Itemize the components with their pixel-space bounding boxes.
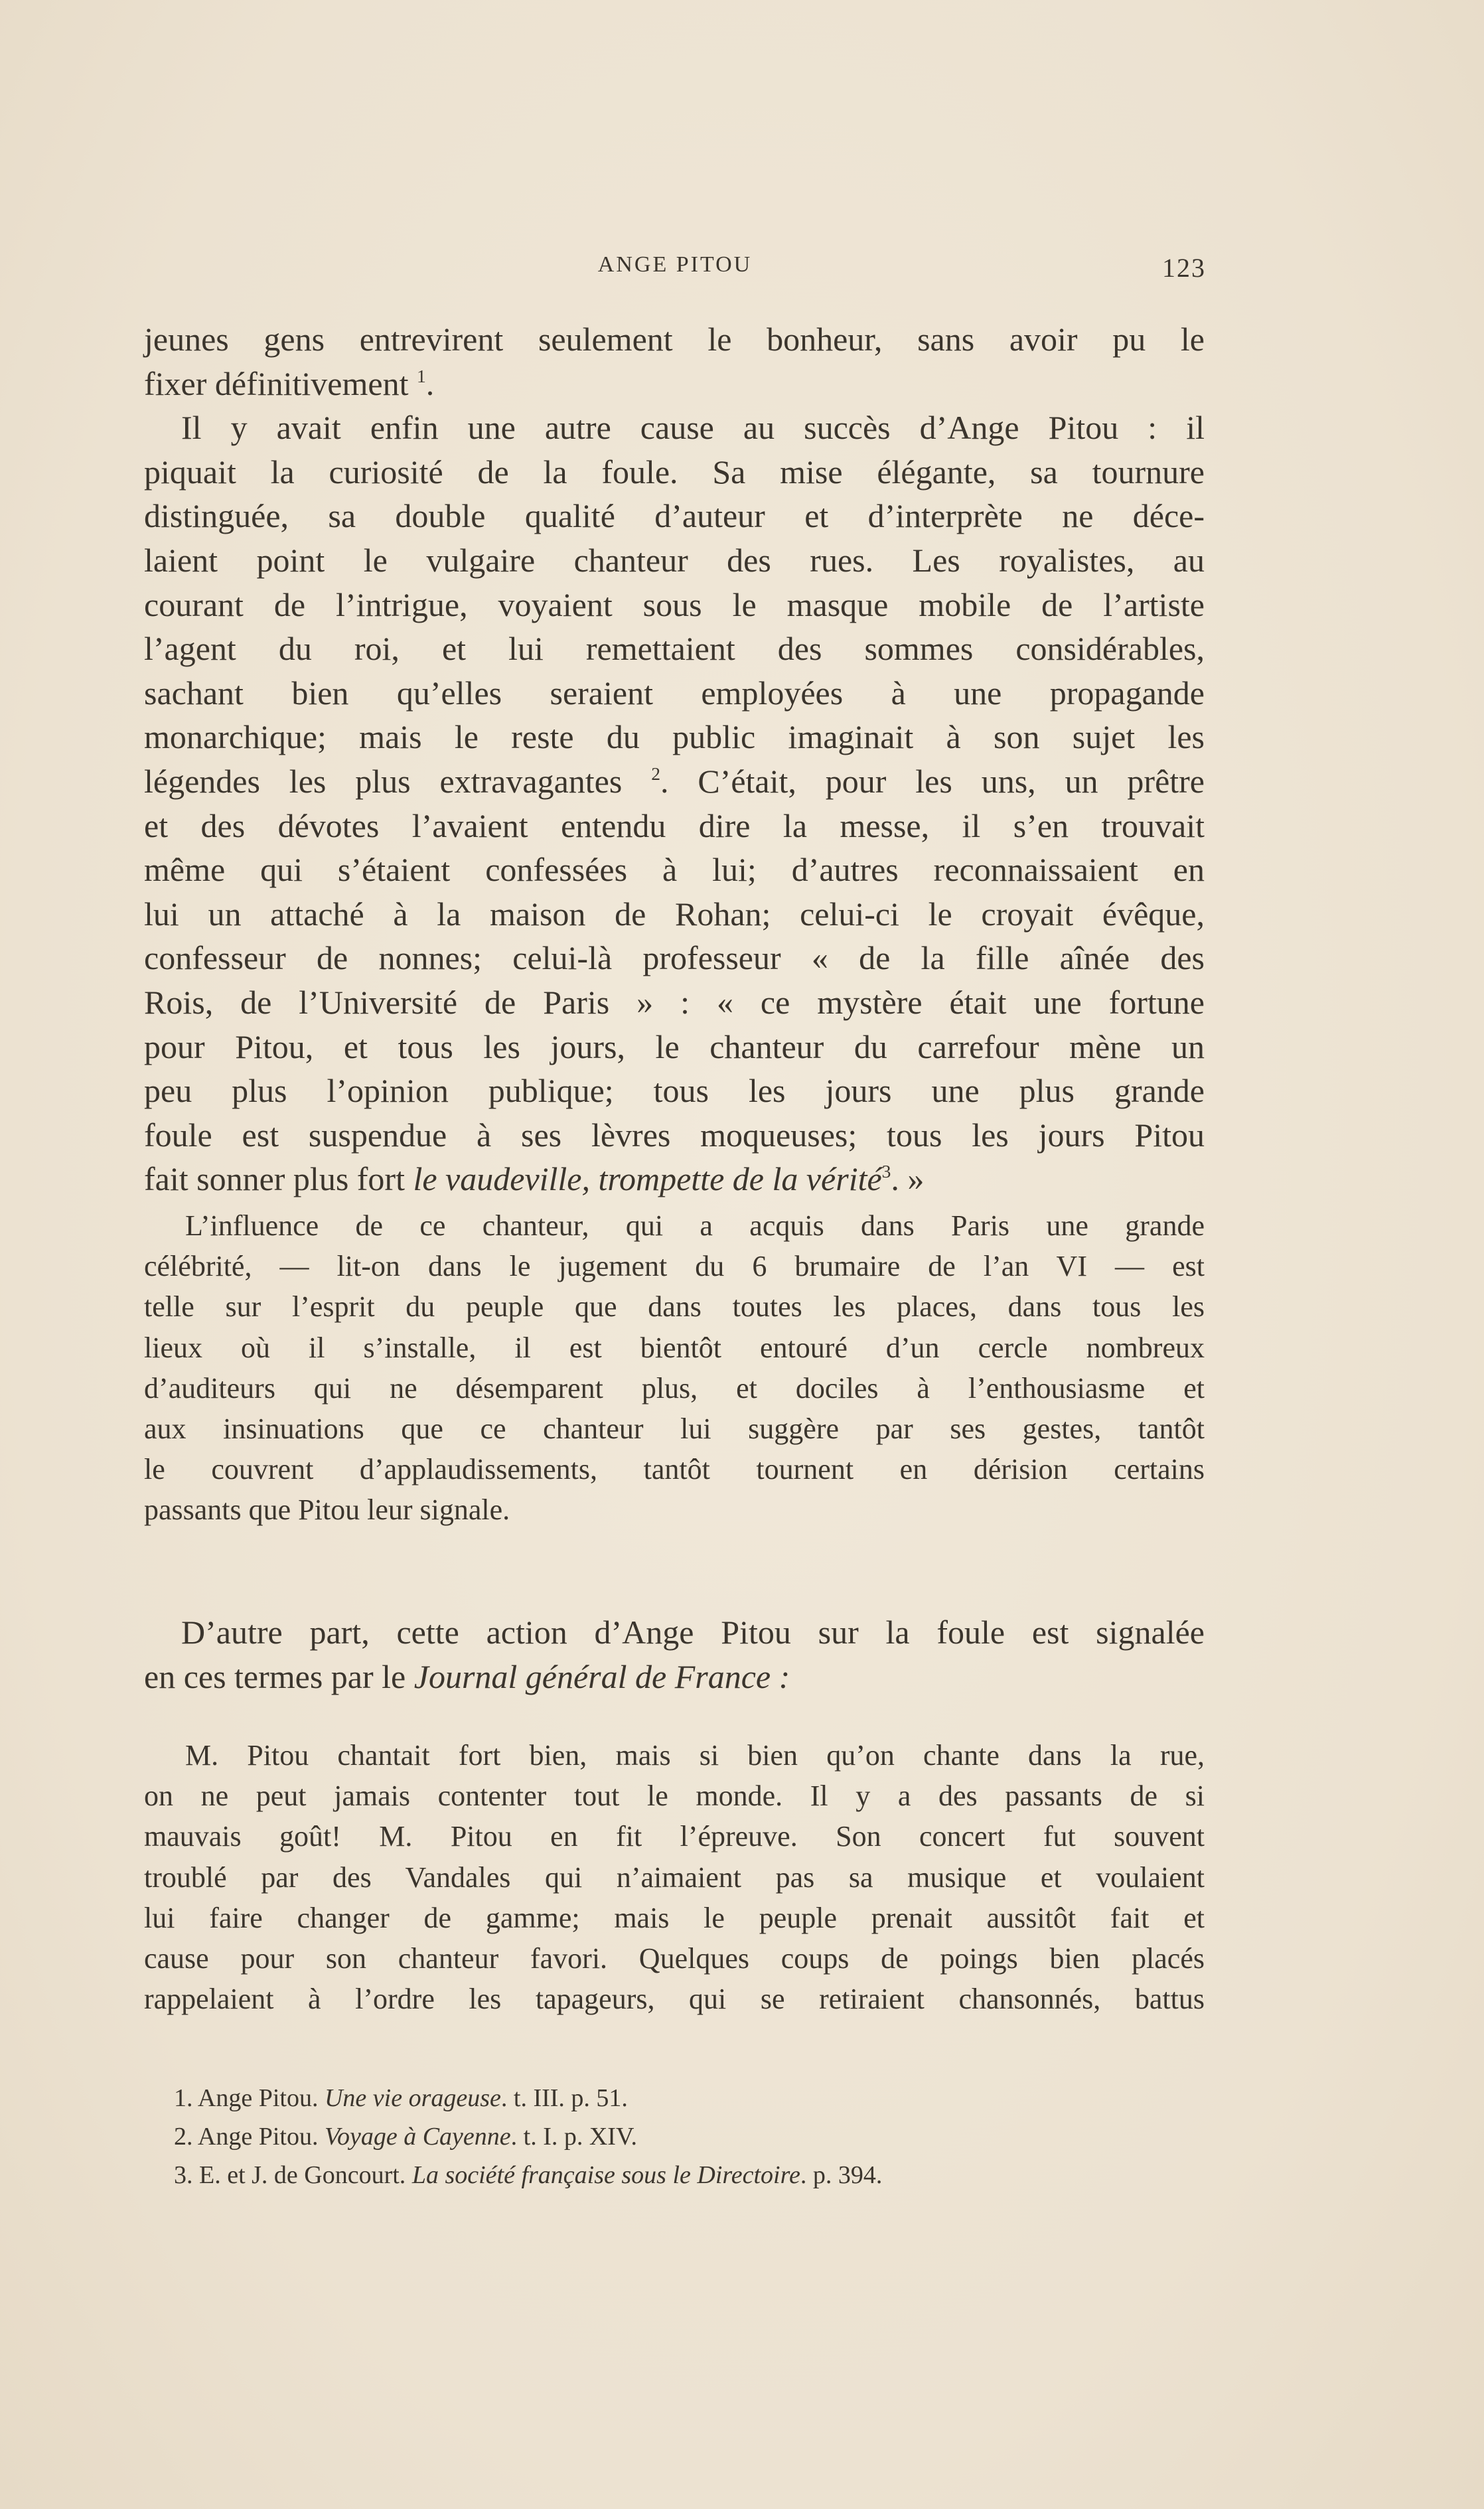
text-line: [144, 1205, 1205, 1246]
text-run: D’autre part, cette action d’Ange Pitou sur la foule est signalée: [181, 1614, 1205, 1651]
text-line: [144, 1898, 1205, 1938]
italic-title: Voyage à Cayenne: [324, 2123, 511, 2151]
text-line: [144, 848, 1205, 892]
page-number: 123: [1162, 253, 1206, 283]
running-title: ANGE PITOU: [597, 252, 753, 277]
text-line: [144, 450, 1205, 494]
text-line: [144, 627, 1205, 671]
text-run: M. Pitou chantait fort bien, mais si bien qu’on chante dans la rue,: [185, 1739, 1205, 1772]
text-line: [144, 715, 1205, 759]
intro-paragraph: [144, 1610, 1205, 1699]
text-run: Il y avait enfin une autre cause au succès d’Ange Pitou : il: [181, 409, 1205, 447]
text-line: [144, 804, 1205, 848]
text-run: légendes les plus extravagantes: [144, 762, 652, 800]
text-run: telle sur l’esprit du peuple que dans toutes les places, dans tous les: [144, 1290, 1205, 1324]
text-line: [144, 1286, 1205, 1327]
paragraph: [144, 1735, 1205, 2019]
text-run: laient point le vulgaire chanteur des rues. Les royalistes, au: [144, 541, 1205, 579]
text-line: [144, 317, 1205, 362]
italic-title: le vaudeville, trompette de la vérité: [413, 1160, 882, 1198]
journal-quote: [144, 1735, 1205, 2019]
italic-title: Une vie orageuse: [324, 2084, 501, 2112]
text-line: [144, 406, 1205, 450]
text-run: confesseur de nonnes; celui-là professeur « de la fille aînée des: [144, 939, 1205, 977]
text-run: piquait la curiosité de la foule. Sa mise élégante, sa tournure: [144, 453, 1205, 491]
text-run: lieux où il s’installe, il est bientôt entouré d’un cercle nombreux: [144, 1331, 1205, 1364]
text-line: [144, 1489, 1205, 1530]
text-line: [144, 362, 1205, 406]
footnote-ref: 3: [881, 1161, 891, 1182]
text-line: [144, 671, 1205, 716]
text-line: [144, 1857, 1205, 1898]
text-run: distinguée, sa double qualité d’auteur et d’interprète ne déce-: [144, 497, 1205, 535]
text-run: . »: [891, 1160, 925, 1198]
text-line: [144, 1979, 1205, 2019]
text-run: . p. 394.: [800, 2161, 883, 2189]
footnote-ref: 1: [416, 365, 426, 386]
text-line: [144, 1025, 1205, 1069]
footnote-ref: 2: [651, 763, 660, 784]
text-run: L’influence de ce chanteur, qui a acquis dans Paris une grande: [185, 1209, 1205, 1242]
italic-title: Journal général de France :: [413, 1658, 790, 1695]
text-line: [144, 1368, 1205, 1408]
text-line: [144, 1246, 1205, 1286]
text-line: [144, 1408, 1205, 1449]
text-line: [174, 2079, 1103, 2117]
text-run: peu plus l’opinion publique; tous les jours une plus grande: [144, 1072, 1205, 1110]
text-run: passants que Pitou leur signale.: [144, 1493, 510, 1527]
text-line: [144, 1157, 1205, 1201]
text-run: . t. III. p. 51.: [500, 2084, 628, 2112]
text-run: fixer définitivement: [144, 364, 417, 402]
text-line: [144, 1776, 1205, 1816]
text-run: jeunes gens entrevirent seulement le bonheur, sans avoir pu le: [144, 321, 1205, 358]
text-run: mauvais goût! M. Pitou en fit l’épreuve. Son concert fut souvent: [144, 1820, 1205, 1853]
text-run: on ne peut jamais contenter tout le monde. Il y a des passants de si: [144, 1780, 1205, 1813]
footnotes: [174, 2079, 1103, 2194]
text-run: et des dévotes l’avaient entendu dire la messe, il s’en trouvait: [144, 806, 1205, 844]
text-line: [144, 980, 1205, 1025]
text-line: [144, 1655, 1205, 1699]
text-run: même qui s’étaient confessées à lui; d’autres reconnaissaient en: [144, 851, 1205, 889]
text-run: lui faire changer de gamme; mais le peuple prenait aussitôt fait et: [144, 1901, 1205, 1934]
paragraph: [144, 317, 1205, 406]
text-line: [144, 1816, 1205, 1857]
text-run: foule est suspendue à ses lèvres moqueuses; tous les jours Pitou: [144, 1116, 1205, 1154]
text-run: 3. E. et J. de Goncourt.: [174, 2161, 412, 2189]
text-line: [144, 583, 1205, 627]
text-run: en ces termes par le: [144, 1658, 414, 1695]
footnote: [174, 2156, 1103, 2194]
italic-title: La société française sous le Directoire: [411, 2161, 800, 2189]
text-run: l’agent du roi, et lui remettaient des sommes considérables,: [144, 630, 1205, 668]
running-head: [144, 252, 1206, 285]
text-run: lui un attaché à la maison de Rohan; celui-ci le croyait évêque,: [144, 895, 1205, 933]
text-run: pour Pitou, et tous les jours, le chanteur du carrefour mène un: [144, 1027, 1205, 1065]
footnote: [174, 2117, 1103, 2156]
text-run: courant de l’intrigue, voyaient sous le masque mobile de l’artiste: [144, 585, 1205, 623]
text-line: [144, 936, 1205, 980]
main-text: [144, 317, 1205, 1201]
text-run: célébrité, — lit-on dans le jugement du 6 brumaire de l’an VI — est: [144, 1250, 1205, 1283]
text-run: .: [425, 364, 435, 402]
text-run: . C’était, pour les uns, un prêtre: [660, 762, 1205, 800]
text-line: [144, 759, 1205, 804]
text-line: [144, 1938, 1205, 1979]
text-line: [144, 1735, 1205, 1776]
paragraph: [144, 1205, 1205, 1531]
text-run: aux insinuations que ce chanteur lui suggère par ses gestes, tantôt: [144, 1412, 1205, 1445]
text-line: [144, 494, 1205, 538]
text-run: sachant bien qu’elles seraient employées à une propagande: [144, 674, 1205, 712]
text-run: monarchique; mais le reste du public imaginait à son sujet les: [144, 718, 1205, 756]
text-run: cause pour son chanteur favori. Quelques coups de poings bien placés: [144, 1941, 1205, 1975]
text-run: fait sonner plus fort: [144, 1160, 413, 1198]
text-line: [144, 1069, 1205, 1113]
text-line: [144, 1328, 1205, 1368]
judgment-quote: [144, 1205, 1205, 1531]
text-line: [174, 2117, 1103, 2156]
text-line: [144, 1449, 1205, 1489]
text-run: d’auditeurs qui ne désemparent plus, et dociles à l’enthousiasme et: [144, 1371, 1205, 1405]
text-run: le couvrent d’applaudissements, tantôt tournent en dérision certains: [144, 1453, 1205, 1486]
text-run: 2. Ange Pitou.: [174, 2123, 325, 2151]
text-run: rappelaient à l’ordre les tapageurs, qui se retiraient chansonnés, battus: [144, 1983, 1205, 2016]
text-line: [144, 1610, 1205, 1655]
text-line: [144, 1113, 1205, 1158]
text-line: [144, 538, 1205, 583]
text-run: 1. Ange Pitou.: [174, 2084, 325, 2112]
text-line: [174, 2156, 1103, 2194]
text-run: . t. I. p. XIV.: [510, 2123, 638, 2151]
paragraph: [144, 406, 1205, 1201]
text-line: [144, 892, 1205, 937]
text-run: Rois, de l’Université de Paris » : « ce mystère était une fortune: [144, 983, 1205, 1021]
paragraph: [144, 1610, 1205, 1699]
text-run: troublé par des Vandales qui n’aimaient pas sa musique et voulaient: [144, 1861, 1205, 1894]
footnote: [174, 2079, 1103, 2117]
